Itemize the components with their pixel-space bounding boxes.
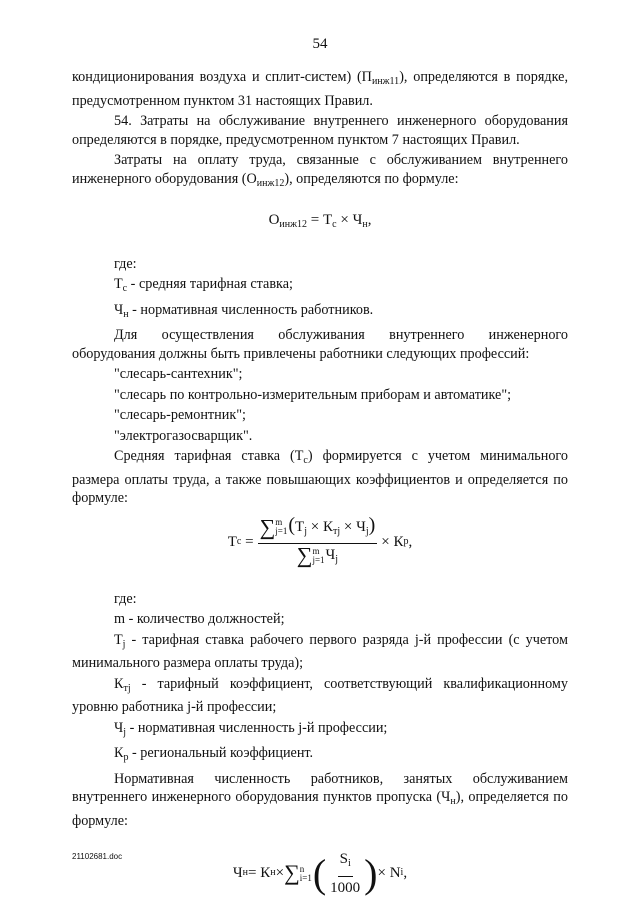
profession-item: "слесарь-сантехник";	[114, 366, 243, 382]
paragraph-professions: Для осуществления обслуживания внутреннего инженерного оборудования должны быть привлечены работники следующих профессий:	[72, 327, 568, 362]
paragraph-norm-count: Нормативная численность работников, занятых обслуживанием внутреннего инженерного оборудования пунктов пропуска $(Ч_н)$, определяется по формуле:	[72, 770, 568, 829]
formula-o-inzh12: $О_{инж12} = Т_с \times Ч_н$,	[268, 212, 372, 230]
paragraph-labor-costs: Затраты на оплату труда, связанные с обслуживанием внутреннего инженерного оборудования $(О_{инж12})$, определяются по формуле:	[72, 152, 568, 189]
profession-item: "слесарь-ремонтник";	[114, 407, 246, 423]
definition-ktj: $К_{тj}$ - тарифный коэффициент, соответствующий квалификационному уровню работника j-й профессии;	[72, 675, 568, 715]
formula-chn: Ч н = К н × ∑ n i=1 ( $\frac{S_i}{1000}$ ) × N i ,	[232, 850, 408, 896]
definition-chn: $Ч_н$ - нормативная численность работников.	[114, 301, 374, 320]
formula-chn-fraction: $\frac{S_i}{1000}$	[330, 851, 361, 896]
formula-tc-fraction: ∑ m j=1 $(Т_j \times К_{тj} \times Ч_j)$ ∑ m j=1 $Ч_j$	[259, 513, 376, 568]
paragraph-avg-rate: Средняя тарифная ставка $(Т_с)$ формируется с учетом минимального размера оплаты труда, а также повышающих коэффициентов и определяется по формуле:	[72, 448, 568, 506]
definition-tc: $Т_с$ - средняя тарифная ставка;	[114, 276, 293, 294]
formula-tc: Т с = ∑ m j=1 $(Т_j \times К_{тj} \times Ч_j)$ ∑ m j=1 $Ч_j$ × К р ,	[72, 516, 568, 570]
profession-item: "слесарь по контрольно-измерительным приборам и автоматике";	[114, 386, 512, 403]
page-number: 54	[312, 36, 328, 52]
paragraph-1: кондиционирования воздуха и сплит-систем) $(П_{инж11})$, определяются в порядке, предусмотренном пунктом 31 настоящих Правил.	[72, 69, 569, 109]
definition-kr: $К_р$ - региональный коэффициент.	[114, 745, 314, 763]
definition-tj: $Т_j$ - тарифная ставка рабочего первого разряда j-й профессии (с учетом минимального размера оплаты труда);	[72, 631, 568, 671]
where-label: где:	[114, 255, 137, 272]
page-body	[72, 68, 568, 897]
definition-m: m - количество должностей;	[114, 611, 285, 627]
paragraph-54: 54. Затраты на обслуживание внутреннего инженерного оборудования определяются в порядке, предусмотренном пунктом 7 настоящих Правил.	[72, 113, 568, 148]
profession-item: "электрогазосварщик".	[114, 427, 253, 444]
where-label: где:	[114, 590, 137, 607]
definition-chj: $Ч_j$ - нормативная численность j-й профессии;	[114, 719, 388, 738]
footer-filename: 21102681.doc	[72, 852, 123, 861]
